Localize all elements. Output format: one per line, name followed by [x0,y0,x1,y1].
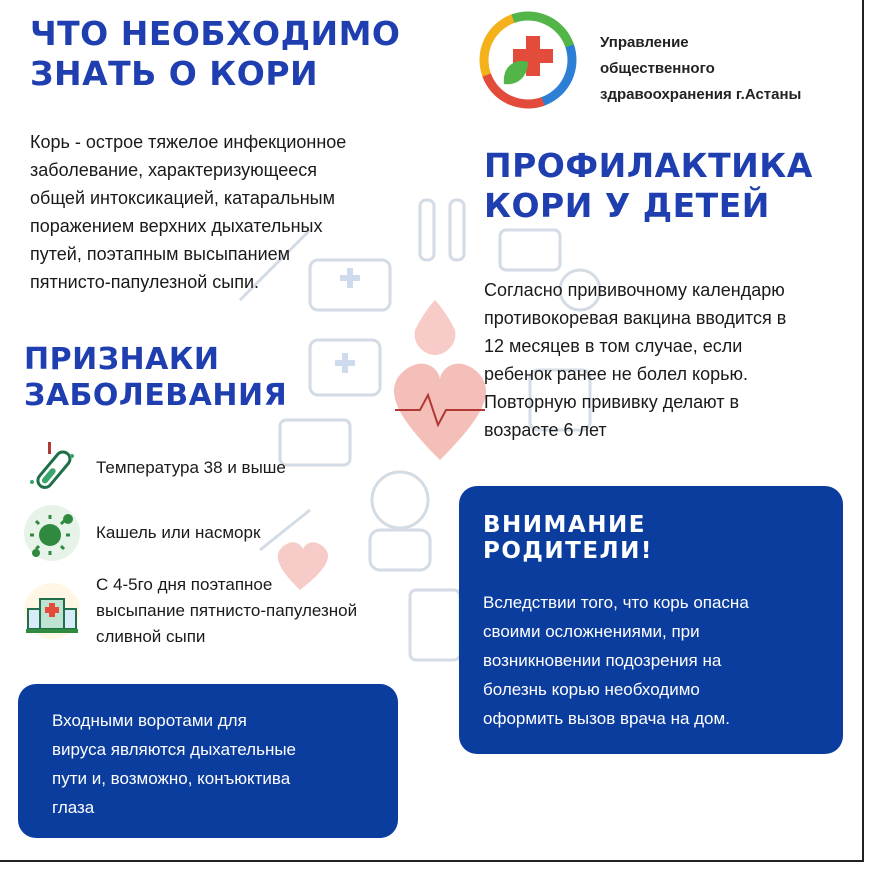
symptom-item-temperature [22,438,286,498]
hospital-icon [22,581,82,641]
symptoms-title [24,342,344,414]
intro-paragraph: Корь - острое тяжелое инфекционное заболевание, характеризующееся общей интоксикацией, катаральным поражением верхних дыхательных путей, поэтапным высыпанием пятнисто-папулезной сыпи. [30,132,347,292]
symptom-item-rash [22,572,357,650]
entry-gates-box [18,684,398,838]
vaccine-paragraph: Согласно прививочному календарю противокоревая вакцина вводится в 12 месяцев в том случае, если ребенок ранее не болел корью. Повторную прививку делают в возрасте 6 лет [484,280,787,440]
prophylaxis-title-text: ПРОФИЛАКТИКА КОРИ У ДЕТЕЙ [484,146,813,225]
symptom-label-rash: С 4-5го дня поэтапное высыпание пятнисто-папулезной сливной сыпи [96,575,358,646]
page-title [30,14,410,93]
organization-logo [474,6,582,114]
heart-icon [394,364,486,460]
page-title-text: ЧТО НЕОБХОДИМО ЗНАТЬ О КОРИ [30,14,401,93]
symptom-label-temperature: Температура 38 и выше [96,458,286,477]
symptom-item-cough [22,503,260,563]
parents-attention-text: Вследствии того, что корь опасна своими осложнениями, при возникновении подозрения на болезнь корью необходимо оформить вызов врача на дом. [483,593,749,728]
virus-icon [22,503,82,563]
symptoms-title-text: ПРИЗНАКИ ЗАБОЛЕВАНИЯ [24,342,288,413]
prophylaxis-title [484,146,824,225]
parents-attention-title: ВНИМАНИЕ РОДИТЕЛИ! [483,512,653,564]
parents-attention-box [459,486,843,754]
thermometer-icon [22,438,82,498]
entry-gates-text: Входными воротами для вируса являются дыхательные пути и, возможно, конъюктива глаза [52,711,297,817]
organization-name: Управление общественного здравоохранения г.Астаны [600,34,802,103]
symptom-label-cough: Кашель или насморк [96,523,261,542]
